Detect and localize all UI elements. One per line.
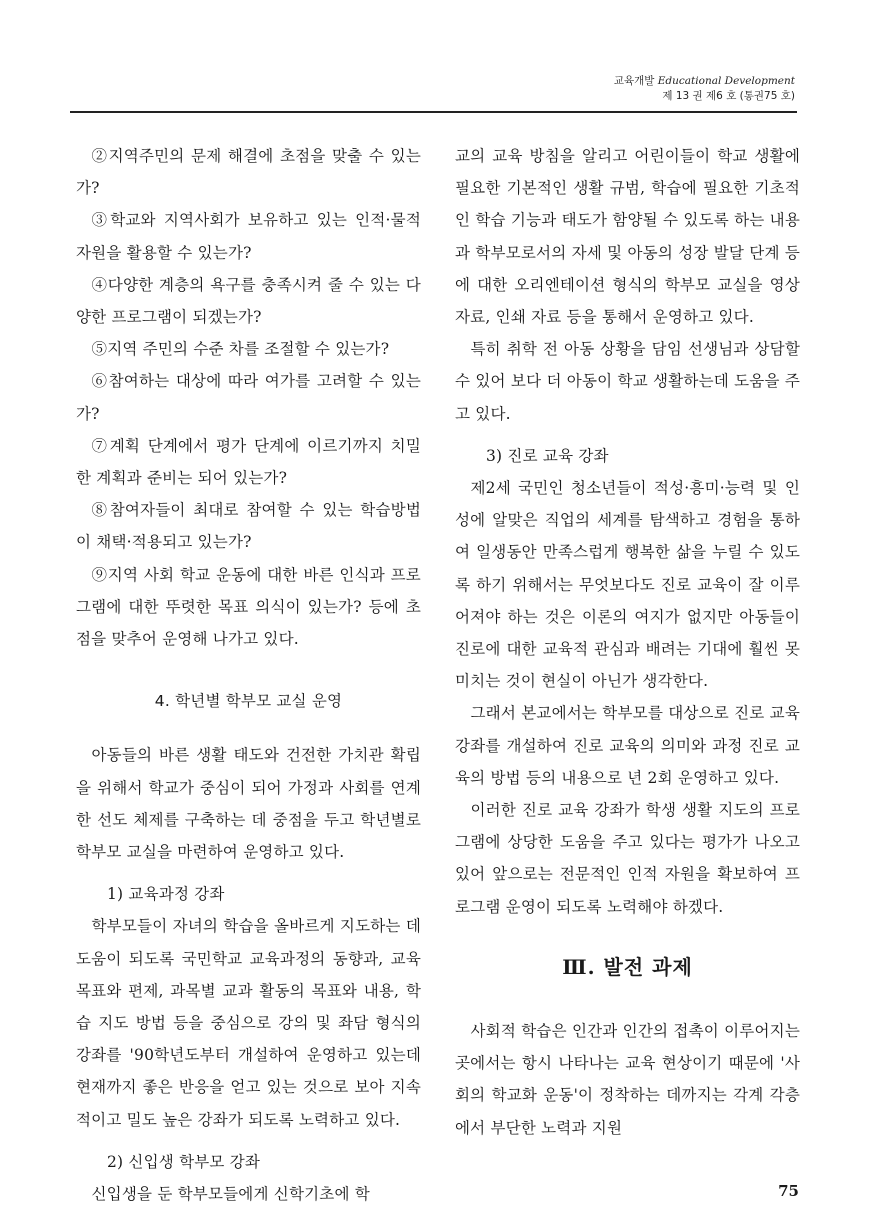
running-header — [614, 74, 795, 104]
section-4-heading: 4. 학년별 학부모 교실 운영 — [154, 692, 343, 711]
checklist-item-5: ⑤지역 주민의 수준 차를 조절할 수 있는가? — [91, 340, 390, 359]
subsection-2-body-2: 특히 취학 전 아동 상황을 담임 선생님과 상담할 수 있어 보다 더 아동이 학교 생활하는데 도움을 주고 있다. — [455, 340, 800, 423]
left-column — [76, 140, 421, 1210]
checklist-item-9: ⑨지역 사회 학교 운동에 대한 바른 인식과 프로그램에 대한 뚜렷한 목표 의식이 있는가? 등에 초점을 맞추어 운영해 나가고 있다. — [76, 565, 421, 649]
subsection-1-body: 학부모들이 자녀의 학습을 올바르게 지도하는 데 도움이 되도록 국민학교 교육과정의 동향과, 교육 목표와 편제, 과목별 교과 활동의 목표와 내용, 학습 지도 방법 등을 중심으로 강의 및 좌담 형식의 강좌를 '90학년도부터 개설하여 운영하고 있는데 현재까지 좋은 반응을 얻고 있는 것으로 보아 지속적이고 밀도 높은 강좌가 되도록 노력하고 있다. — [76, 917, 421, 1129]
journal-title-en: Educational Development — [657, 75, 795, 87]
volume-issue: 제 13 권 제6 호 (통권75 호) — [662, 90, 795, 102]
subsection-2-heading: 2) 신입생 학부모 강좌 — [107, 1152, 261, 1171]
subsection-1-heading: 1) 교육과정 강좌 — [107, 885, 225, 904]
checklist-item-3: ③학교와 지역사회가 보유하고 있는 인적·물적 자원을 활용할 수 있는가? — [76, 211, 421, 262]
checklist-item-4: ④다양한 계층의 욕구를 충족시켜 줄 수 있는 다양한 프로그램이 되겠는가? — [76, 275, 421, 327]
section-4-intro: 아동들의 바른 생활 태도와 건전한 가치관 확립을 위해서 학교가 중심이 되어 가정과 사회를 연계한 선도 체제를 구축하는 데 중점을 두고 학년별로 학부모 교실을 마련하여 운영하고 있다. — [76, 746, 421, 862]
header-rule — [70, 111, 797, 113]
journal-title-ko: 교육개발 — [613, 75, 655, 87]
page-number: 75 — [778, 1182, 799, 1200]
journal-title-line — [614, 74, 795, 89]
subsection-2-body-start: 신입생을 둔 학부모들에게 신학기초에 학 — [91, 1185, 370, 1204]
right-column — [455, 140, 800, 1144]
checklist-item-6: ⑥참여하는 대상에 따라 여가를 고려할 수 있는가? — [76, 372, 421, 423]
checklist-item-2: ②지역주민의 문제 해결에 초점을 맞출 수 있는가? — [76, 147, 421, 198]
chapter-3-body: 사회적 학습은 인간과 인간의 접촉이 이루어지는 곳에서는 항시 나타나는 교육 현상이기 때문에 '사회의 학교화 운동'이 정착하는 데까지는 각계 각층에서 부단한 노력과 지원 — [455, 1022, 800, 1137]
subsection-3-body-2: 그래서 본교에서는 학부모를 대상으로 진로 교육 강좌를 개설하여 진로 교육의 의미와 과정 진로 교육의 방법 등의 내용으로 년 2회 운영하고 있다. — [455, 704, 800, 787]
subsection-3-heading: 3) 진로 교육 강좌 — [486, 446, 609, 465]
checklist-item-7: ⑦계획 단계에서 평가 단계에 이르기까지 치밀한 계획과 준비는 되어 있는가? — [76, 436, 421, 488]
subsection-3-body-3: 이러한 진로 교육 강좌가 학생 생활 지도의 프로그램에 상당한 도움을 주고 있다는 평가가 나오고 있어 앞으로는 전문적인 인적 자원을 확보하여 프로그램 운영이 되도록 노력해야 하겠다. — [455, 801, 800, 916]
subsection-3-body-1: 제2세 국민인 청소년들이 적성·흥미·능력 및 인성에 알맞은 직업의 세계를 탐색하고 경험을 통하여 일생동안 만족스럽게 행복한 삶을 누릴 수 있도록 하기 위해서는 무엇보다도 진로 교육이 잘 이루어져야 하는 것은 이론의 여지가 없지만 아동들이 진로에 대한 교육적 관심과 배려는 기대에 훨씬 못 미치는 것이 현실이 아닌가 생각한다. — [455, 479, 800, 691]
chapter-3-heading: Ⅲ. 발전 과제 — [562, 954, 693, 979]
subsection-2-body-cont: 교의 교육 방침을 알리고 어린이들이 학교 생활에 필요한 기본적인 생활 규범, 학습에 필요한 기초적인 학습 기능과 태도가 함양될 수 있도록 하는 내용과 학부모로서의 자세 및 아동의 성장 발달 단계 등에 대한 오리엔테이션 형식의 학부모 교실을 영상 자료, 인쇄 자료 등을 통해서 운영하고 있다. — [455, 147, 800, 327]
checklist-item-8: ⑧참여자들이 최대로 참여할 수 있는 학습방법이 채택·적용되고 있는가? — [76, 501, 421, 552]
